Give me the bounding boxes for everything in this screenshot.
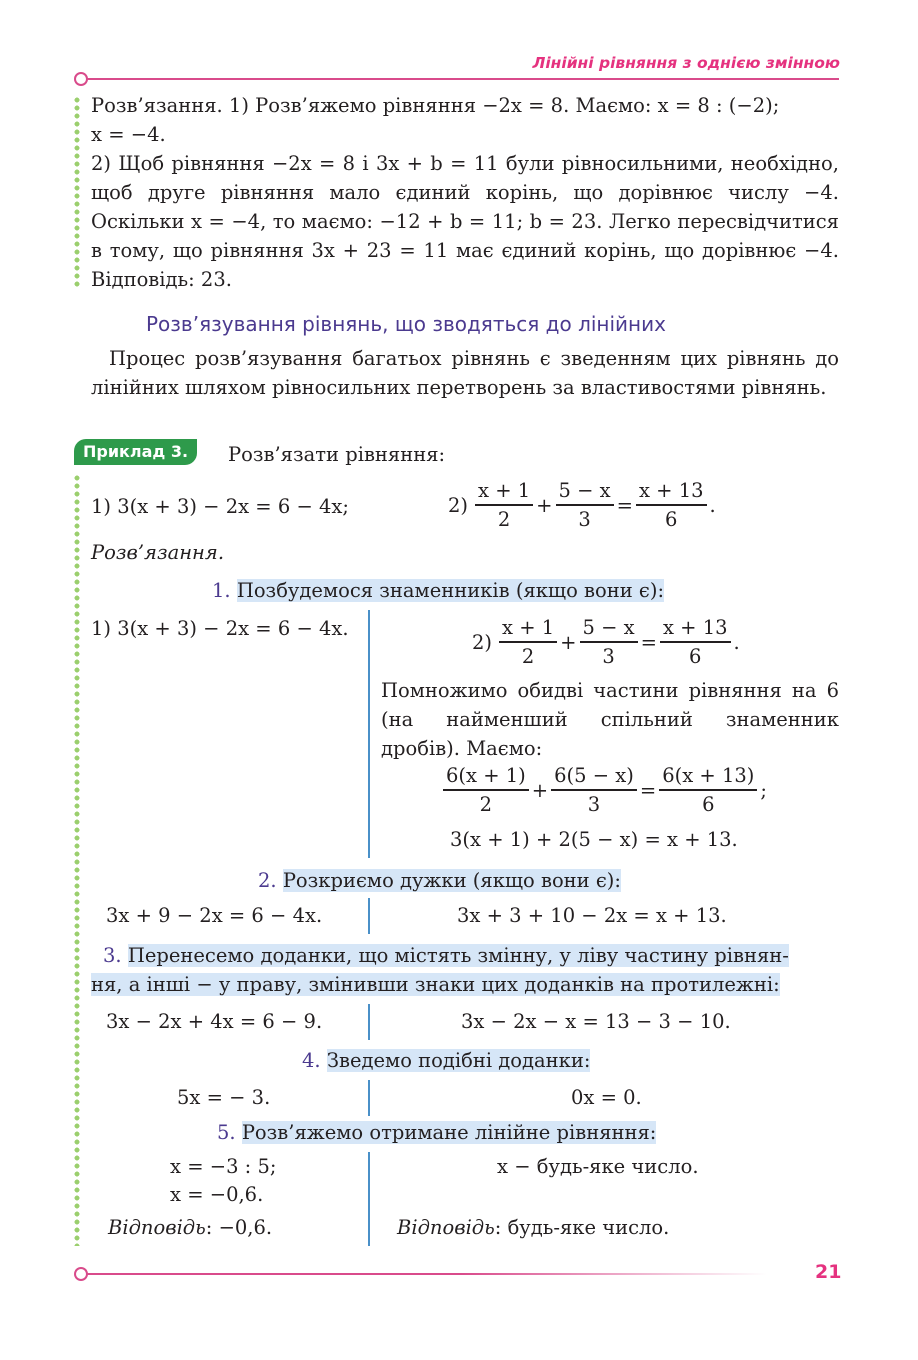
plus-sign: + bbox=[531, 779, 549, 803]
step-3-right: 3x − 2x − x = 13 − 3 − 10. bbox=[461, 1010, 731, 1033]
step-3-line2 bbox=[91, 970, 839, 999]
step-number: 5. bbox=[217, 1121, 236, 1144]
prev-solution-para2: 2) Щоб рівняння −2x = 8 і 3x + b = 11 були рівносильними, необхідно, щоб друге рівняння мало єдиний корінь, що дорівнює числу −4. Оскільки x = −4, то маємо: −12 + b = 11; b = 23. Легко пересвідчитися в тому, що рівняння 3x + 23 = 11 має єдиний корінь, що дорівнює −4. Відповідь: 23. bbox=[91, 152, 839, 291]
step-3-left: 3x − 2x + 4x = 6 − 9. bbox=[106, 1010, 323, 1033]
answer-right bbox=[397, 1213, 669, 1242]
example-equation-2 bbox=[448, 478, 716, 534]
fraction-numerator: x + 13 bbox=[638, 479, 704, 502]
fraction-numerator: x + 1 bbox=[478, 479, 531, 502]
footer-rule bbox=[87, 1273, 767, 1275]
page-number: 21 bbox=[815, 1261, 842, 1283]
equals-sign: = bbox=[640, 631, 657, 655]
fraction-denominator: 3 bbox=[587, 792, 601, 816]
step-number: 1. bbox=[212, 579, 231, 602]
column-divider bbox=[368, 1004, 370, 1040]
plus-sign: + bbox=[536, 494, 553, 518]
step-2-right: 3x + 3 + 10 − 2x = x + 13. bbox=[457, 904, 727, 927]
answer-label: Відповідь bbox=[108, 1216, 206, 1239]
section-intro: Процес розв’язування багатьох рівнянь є зведенням цих рівнянь до лінійних шляхом рівносильних перетворень за властивостями рівнянь. bbox=[91, 347, 839, 399]
fraction bbox=[660, 615, 731, 671]
step-5-left-1: x = −3 : 5; bbox=[170, 1155, 277, 1178]
prev-solution-line1: Розв’язання. 1) Розв’яжемо рівняння −2x = 8. Маємо: x = 8 : (−2); bbox=[91, 94, 780, 117]
fraction-numerator: x + 1 bbox=[502, 616, 555, 639]
solution-label: Розв’язання. bbox=[91, 541, 225, 564]
section-heading: Розв’язування рівнянь, що зводяться до лінійних bbox=[146, 312, 666, 336]
fraction-denominator: 3 bbox=[578, 507, 591, 531]
fraction-denominator: 6 bbox=[689, 644, 702, 668]
column-divider bbox=[368, 610, 370, 858]
fraction bbox=[499, 615, 557, 671]
step-1-heading bbox=[212, 576, 664, 605]
step-number: 2. bbox=[258, 869, 277, 892]
step-1-right-equation bbox=[472, 615, 740, 671]
fraction bbox=[580, 615, 638, 671]
fraction-numerator: 5 − x bbox=[582, 616, 635, 639]
fraction bbox=[551, 763, 637, 819]
running-header-title: Лінійні рівняння з однією змінною bbox=[532, 54, 840, 72]
equals-sign: = bbox=[616, 494, 633, 518]
fraction-numerator: 6(x + 1) bbox=[446, 764, 526, 787]
step-3-heading bbox=[91, 941, 839, 999]
fraction-denominator: 6 bbox=[702, 792, 715, 816]
step-text: ня, а інші − у праву, змінивши знаки цих доданків на протилежні: bbox=[91, 973, 780, 996]
fraction-denominator: 2 bbox=[479, 792, 493, 816]
semicolon: ; bbox=[760, 779, 767, 803]
step-2-heading bbox=[258, 866, 621, 895]
step-number: 3. bbox=[103, 944, 122, 967]
margin-dots-example bbox=[74, 474, 80, 1246]
period: . bbox=[733, 631, 740, 655]
answer-left bbox=[108, 1213, 272, 1242]
eq2-prefix: 2) bbox=[448, 494, 469, 518]
step-5-heading bbox=[217, 1118, 656, 1147]
column-divider bbox=[368, 898, 370, 934]
fraction-numerator: 6(5 − x) bbox=[554, 764, 634, 787]
step-4-right: 0x = 0. bbox=[571, 1086, 642, 1109]
example-badge: Приклад 3. bbox=[74, 439, 197, 465]
fraction bbox=[636, 478, 707, 534]
period: . bbox=[709, 494, 716, 518]
fraction-denominator: 2 bbox=[497, 507, 511, 531]
step-1-right-multiplied bbox=[440, 763, 767, 819]
step-4-left: 5x = − 3. bbox=[177, 1086, 271, 1109]
answer-value: : будь-яке число. bbox=[494, 1216, 670, 1239]
plus-sign: + bbox=[560, 631, 577, 655]
fraction-numerator: 5 − x bbox=[558, 479, 611, 502]
answer-value: : −0,6. bbox=[205, 1216, 273, 1239]
fraction bbox=[556, 478, 614, 534]
step-text: Позбудемося знаменників (якщо вони є): bbox=[236, 579, 665, 602]
footer-ring-ornament bbox=[74, 1267, 88, 1281]
fraction-numerator: x + 13 bbox=[662, 616, 728, 639]
step-1-left: 1) 3(x + 3) − 2x = 6 − 4x. bbox=[91, 617, 349, 640]
step-1-right-text: Помножимо обидві частини рівняння на 6 (на найменший спільний знаменник дробів). Маємо: bbox=[381, 679, 839, 760]
margin-dots-top bbox=[74, 96, 80, 288]
step-5-right: x − будь-яке число. bbox=[497, 1155, 699, 1178]
example-equation-1: 1) 3(x + 3) − 2x = 6 − 4x; bbox=[91, 495, 349, 518]
fraction bbox=[443, 763, 529, 819]
step-4-heading bbox=[302, 1046, 590, 1075]
header-rule bbox=[87, 78, 839, 80]
fraction-denominator: 6 bbox=[665, 507, 678, 531]
fraction-denominator: 2 bbox=[521, 644, 535, 668]
step-5-left-2: x = −0,6. bbox=[170, 1183, 264, 1206]
example-task: Розв’язати рівняння: bbox=[228, 443, 446, 466]
fraction-denominator: 3 bbox=[602, 644, 615, 668]
column-divider bbox=[368, 1080, 370, 1116]
step-3-line1 bbox=[91, 941, 839, 970]
step-text: Розкриємо дужки (якщо вони є): bbox=[282, 869, 621, 892]
step-number: 4. bbox=[302, 1049, 321, 1072]
column-divider bbox=[368, 1152, 370, 1246]
answer-label: Відповідь bbox=[397, 1216, 495, 1239]
previous-solution bbox=[91, 91, 839, 294]
fraction-numerator: 6(x + 13) bbox=[662, 764, 755, 787]
step-2-left: 3x + 9 − 2x = 6 − 4x. bbox=[106, 904, 323, 927]
header-ring-ornament bbox=[74, 72, 88, 86]
fraction bbox=[659, 763, 757, 819]
fraction bbox=[475, 478, 533, 534]
step-1-right-result: 3(x + 1) + 2(5 − x) = x + 13. bbox=[450, 828, 738, 851]
equals-sign: = bbox=[639, 779, 657, 803]
step-text: Перенесемо доданки, що містять змінну, у ліву частину рівнян- bbox=[127, 944, 789, 967]
prev-solution-line2: x = −4. bbox=[91, 123, 166, 146]
step-text: Зведемо подібні доданки: bbox=[326, 1049, 591, 1072]
step-text: Розв’яжемо отримане лінійне рівняння: bbox=[241, 1121, 657, 1144]
eq2-prefix: 2) bbox=[472, 631, 493, 655]
